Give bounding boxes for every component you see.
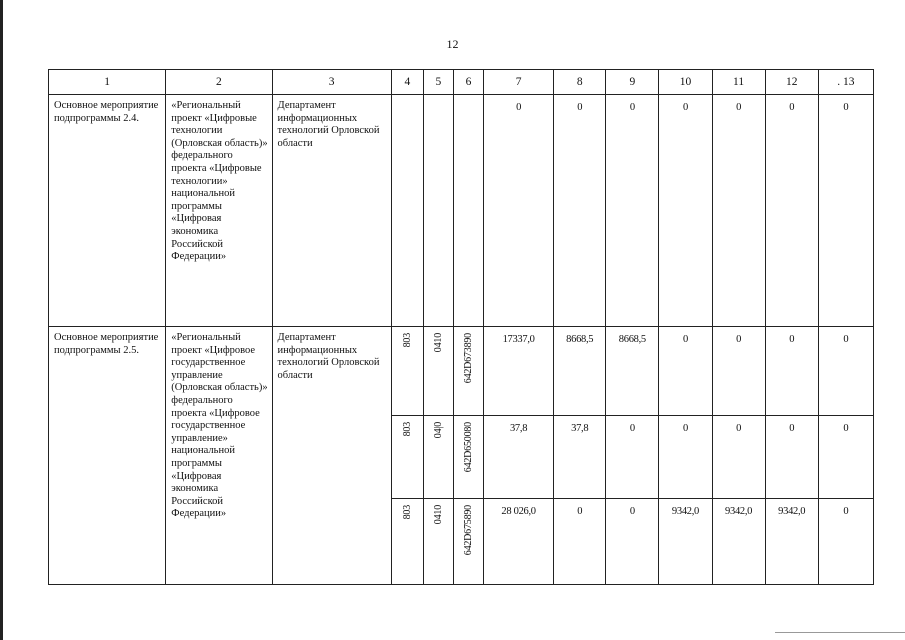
- project-cell: «Региональный проект «Цифровые технологии (Орловская область)» федерального проекта «Цифровые технологии» национальной программы «Цифровая экономика Российской Федерации»: [166, 95, 272, 327]
- page-number: 12: [446, 37, 459, 51]
- value-cell: 28 026,0: [484, 499, 554, 585]
- code-cell: [423, 416, 453, 499]
- value-cell: 9342,0: [765, 499, 818, 585]
- col-header: 5: [423, 70, 453, 95]
- value-cell: 0: [606, 416, 659, 499]
- target-code: 642D675890: [462, 505, 474, 556]
- col-header: 2: [166, 70, 272, 95]
- value-cell: 37,8: [554, 416, 606, 499]
- code-cell: [391, 416, 423, 499]
- value-cell: 0: [712, 416, 765, 499]
- code-cell: [423, 327, 453, 416]
- page-edge-line: [0, 0, 3, 640]
- budget-table: [48, 69, 874, 585]
- code-cell: [391, 499, 423, 585]
- value-cell: 0: [659, 327, 712, 416]
- value-cell: 0: [818, 416, 873, 499]
- header-row: [49, 70, 874, 95]
- value-cell: 0: [818, 499, 873, 585]
- value-cell: 0: [554, 95, 606, 327]
- section-code: 04|0: [432, 422, 444, 439]
- value-cell: 0: [659, 95, 712, 327]
- department-cell: Департамент информационных технологий Орловской области: [272, 95, 391, 327]
- code-cell: [453, 416, 483, 499]
- code-cell: [423, 499, 453, 585]
- value-cell: 0: [818, 327, 873, 416]
- value-cell: 8668,5: [554, 327, 606, 416]
- target-code: 642D650080: [462, 422, 474, 473]
- section-code: 0410: [432, 505, 444, 525]
- scan-edge-line: [775, 632, 905, 633]
- col-header: . 13: [818, 70, 873, 95]
- value-cell: 37,8: [484, 416, 554, 499]
- value-cell: 0: [818, 95, 873, 327]
- value-cell: 0: [765, 95, 818, 327]
- empty-cell: [391, 95, 423, 327]
- target-code: 642D673890: [462, 333, 474, 384]
- value-cell: 0: [765, 327, 818, 416]
- value-cell: 0: [554, 499, 606, 585]
- col-header: 11: [712, 70, 765, 95]
- ministry-code: 803: [401, 333, 413, 348]
- col-header: 10: [659, 70, 712, 95]
- ministry-code: 803: [401, 422, 413, 437]
- event-cell: Основное мероприятие подпрограммы 2.5.: [49, 327, 166, 585]
- col-header: 4: [391, 70, 423, 95]
- value-cell: 8668,5: [606, 327, 659, 416]
- col-header: 7: [484, 70, 554, 95]
- value-cell: 9342,0: [712, 499, 765, 585]
- col-header: 6: [453, 70, 483, 95]
- project-cell: «Региональный проект «Цифровое государственное управление (Орловская область)» федерального проекта «Цифровое государственное управление» национальной программы «Цифровая экономика Российской Федерации»: [166, 327, 272, 585]
- table-row: [49, 327, 874, 416]
- value-cell: 0: [606, 499, 659, 585]
- value-cell: 0: [659, 416, 712, 499]
- event-cell: Основное мероприятие подпрограммы 2.4.: [49, 95, 166, 327]
- col-header: 9: [606, 70, 659, 95]
- empty-cell: [453, 95, 483, 327]
- value-cell: 17337,0: [484, 327, 554, 416]
- section-code: 0410: [432, 333, 444, 353]
- code-cell: [391, 327, 423, 416]
- value-cell: 0: [765, 416, 818, 499]
- value-cell: 0: [606, 95, 659, 327]
- ministry-code: 803: [401, 505, 413, 520]
- department-cell: Департамент информационных технологий Орловской области: [272, 327, 391, 585]
- table-row: [49, 95, 874, 327]
- code-cell: [453, 499, 483, 585]
- col-header: 8: [554, 70, 606, 95]
- value-cell: 9342,0: [659, 499, 712, 585]
- col-header: 1: [49, 70, 166, 95]
- col-header: 3: [272, 70, 391, 95]
- col-header: 12: [765, 70, 818, 95]
- value-cell: 0: [484, 95, 554, 327]
- value-cell: 0: [712, 327, 765, 416]
- empty-cell: [423, 95, 453, 327]
- value-cell: 0: [712, 95, 765, 327]
- code-cell: [453, 327, 483, 416]
